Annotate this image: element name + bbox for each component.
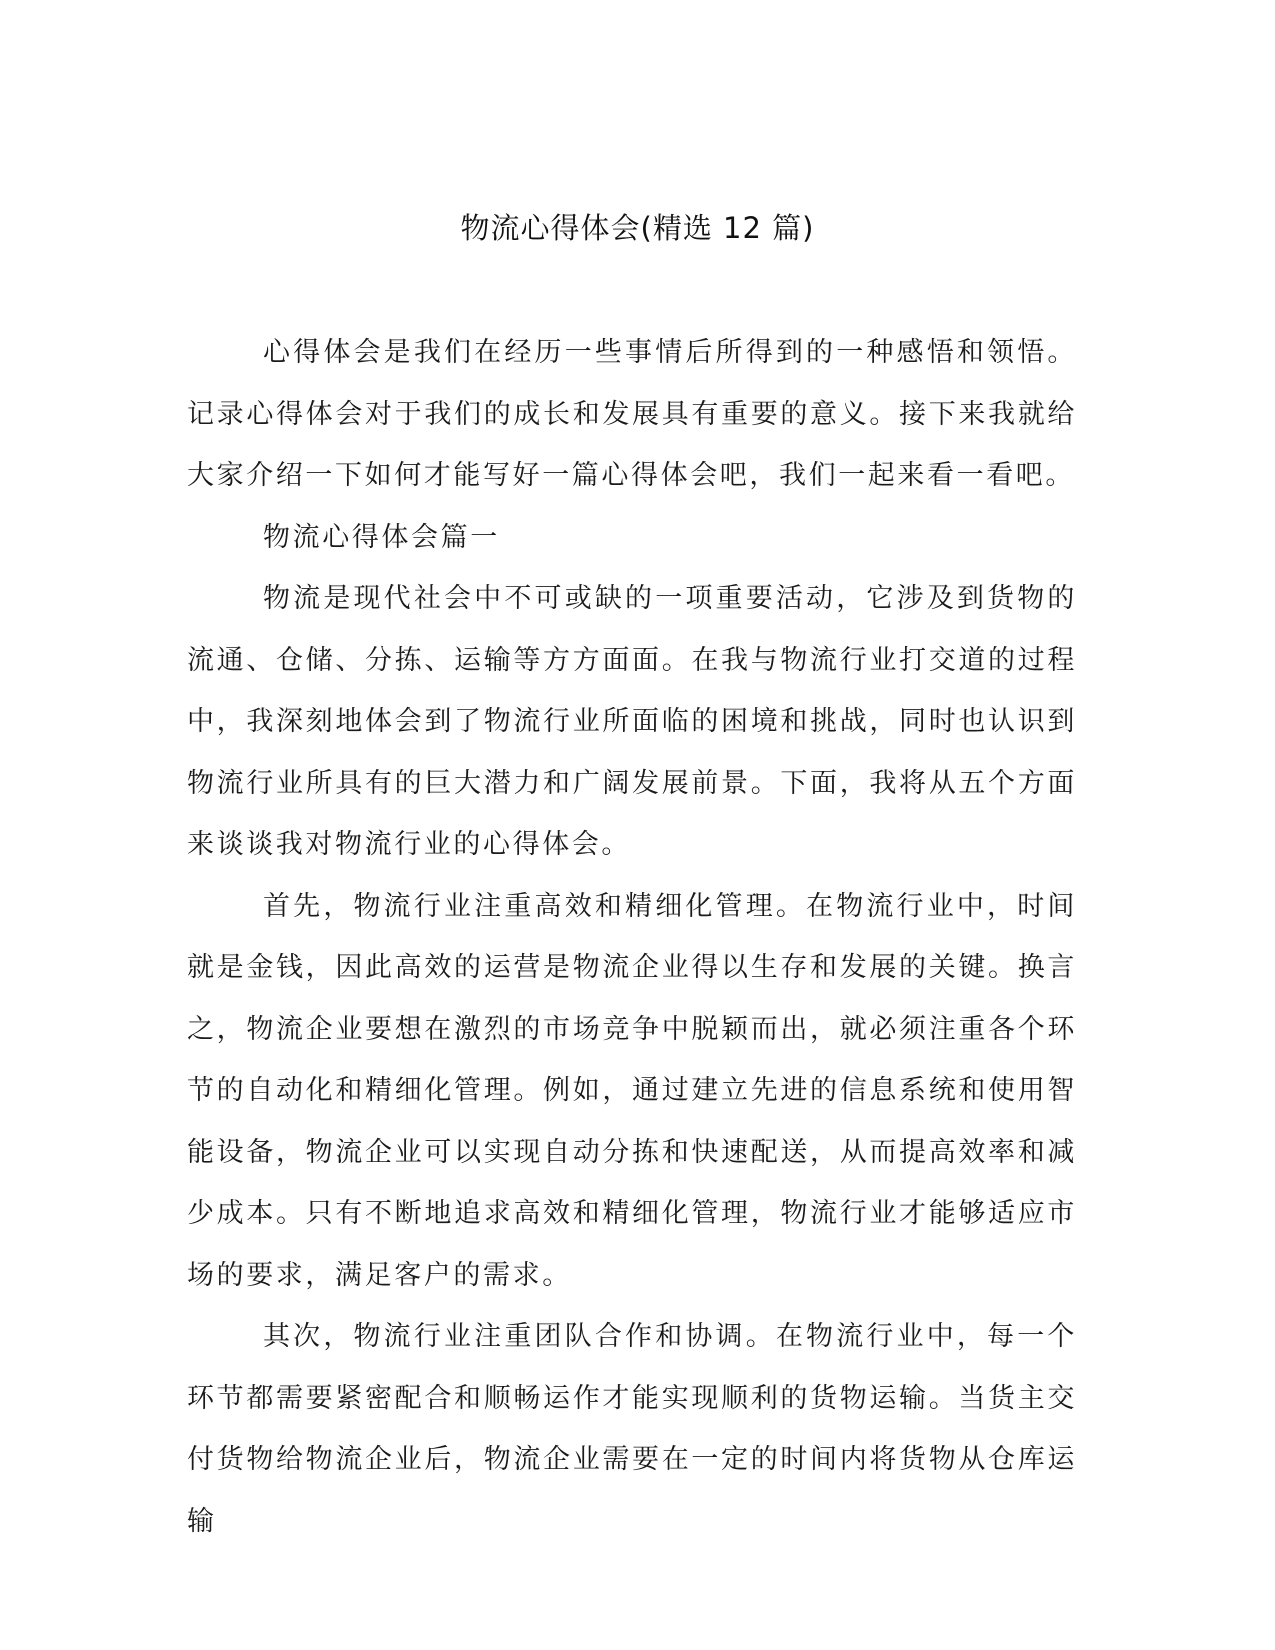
body-paragraph: 其次，物流行业注重团队合作和协调。在物流行业中，每一个环节都需要紧密配合和顺畅运作才能实现顺利的货物运输。当货主交付货物给物流企业后，物流企业需要在一定的时间内将货物从仓库运输 bbox=[187, 1321, 1077, 1537]
document-body bbox=[187, 322, 1077, 1552]
intro-paragraph: 心得体会是我们在经历一些事情后所得到的一种感悟和领悟。记录心得体会对于我们的成长和发展具有重要的意义。接下来我就给大家介绍一下如何才能写好一篇心得体会吧，我们一起来看一看吧。 bbox=[187, 337, 1077, 491]
body-paragraph: 首先，物流行业注重高效和精细化管理。在物流行业中，时间就是金钱，因此高效的运营是物流企业得以生存和发展的关键。换言之，物流企业要想在激烈的市场竞争中脱颖而出，就必须注重各个环节的自动化和精细化管理。例如，通过建立先进的信息系统和使用智能设备，物流企业可以实现自动分拣和快速配送，从而提高效率和减少成本。只有不断地追求高效和精细化管理，物流行业才能够适应市场的要求，满足客户的需求。 bbox=[187, 890, 1077, 1291]
body-paragraph: 物流是现代社会中不可或缺的一项重要活动，它涉及到货物的流通、仓储、分拣、运输等方方面面。在我与物流行业打交道的过程中，我深刻地体会到了物流行业所面临的困境和挑战，同时也认识到物流行业所具有的巨大潜力和广阔发展前景。下面，我将从五个方面来谈谈我对物流行业的心得体会。 bbox=[187, 583, 1077, 860]
section-heading: 物流心得体会篇一 bbox=[263, 521, 500, 553]
document-title: 物流心得体会(精选 12 篇) bbox=[460, 211, 815, 245]
